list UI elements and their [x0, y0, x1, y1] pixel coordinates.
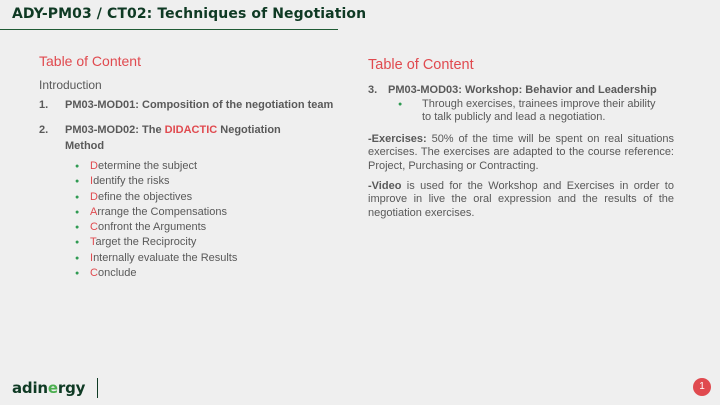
toc-item-3 — [368, 84, 674, 96]
list-item — [65, 220, 339, 235]
toc-item-2 — [39, 122, 339, 154]
adinergy-logo — [12, 379, 85, 397]
step-initial: D — [90, 160, 98, 172]
step-initial: A — [90, 205, 98, 218]
item-number: 1. — [39, 99, 49, 111]
video-text: is used for the Workshop and Exercises in order to improve in live the oral expression and the results of the negotiation exercises. — [368, 180, 674, 219]
item3-bullets — [388, 98, 674, 125]
page-number-badge: 1 — [693, 378, 711, 396]
bullet-icon: ● — [75, 270, 80, 278]
step-rest: efine the objectives — [97, 190, 193, 203]
bullet-icon: ● — [398, 101, 403, 108]
step-rest: etermine the subject — [97, 160, 198, 172]
item-text-prefix: PM03-MOD02: The — [65, 124, 165, 136]
video-label: -Video — [368, 180, 402, 193]
item-text: PM03-MOD03: Workshop: Behavior and Leadership — [388, 84, 657, 96]
item-number: 2. — [39, 124, 49, 136]
bullet-icon: ● — [75, 193, 80, 201]
step-rest: rrange the Compensations — [97, 205, 227, 218]
step-initial: I — [90, 251, 94, 264]
didactic-steps — [65, 159, 339, 281]
list-item — [65, 205, 339, 220]
step-rest: onclude — [97, 267, 137, 280]
left-column — [39, 53, 339, 281]
toc-title-right: Table of Content — [368, 57, 474, 73]
bullet-icon: ● — [75, 208, 80, 216]
item-text — [65, 122, 315, 154]
bullet-icon: ● — [75, 163, 80, 170]
logo-divider — [97, 378, 98, 398]
logo-accent: e — [47, 379, 58, 397]
logo-part: rgy — [57, 379, 86, 397]
video-paragraph — [368, 180, 674, 220]
item-number: 3. — [368, 84, 378, 96]
list-item — [65, 266, 339, 281]
list-item — [65, 190, 339, 205]
bullet-icon: ● — [75, 224, 80, 232]
logo-part: adin — [12, 379, 48, 397]
list-item — [65, 174, 339, 189]
bullet-icon: ● — [75, 254, 80, 262]
list-item — [65, 251, 339, 266]
right-column — [368, 57, 674, 220]
didactic-highlight: DIDACTIC — [164, 124, 218, 136]
title-underline — [0, 29, 338, 30]
step-initial: D — [90, 190, 98, 203]
exercises-label: -Exercises: — [368, 132, 427, 145]
step-rest: dentify the risks — [93, 175, 170, 188]
intro-item: Introduction — [39, 78, 102, 92]
step-initial: T — [90, 236, 96, 249]
item-text: PM03-MOD01: Composition of the negotiation team — [65, 99, 334, 111]
step-rest: nternally evaluate the Results — [93, 251, 238, 264]
toc-title-left: Table of Content — [39, 53, 141, 69]
item-text-suffix: Negotiation Method — [65, 124, 281, 152]
slide-title: ADY-PM03 / CT02: Techniques of Negotiation — [12, 6, 367, 22]
list-item — [388, 98, 674, 125]
bullet-icon: ● — [75, 178, 80, 186]
step-rest: onfront the Arguments — [97, 221, 207, 234]
bullet-icon: ● — [75, 239, 80, 247]
step-initial: I — [90, 175, 94, 188]
exercises-text: 50% of the time will be spent on real situations exercises. The exercises are adapted to the course reference: Project, Purchasing or Contracting. — [368, 132, 674, 172]
exercises-paragraph — [368, 133, 674, 173]
bullet-text: Through exercises, trainees improve their ability to talk publicly and lead a negotiation. — [422, 98, 656, 124]
step-initial: C — [90, 221, 98, 234]
step-rest: arget the Reciprocity — [95, 236, 197, 249]
step-initial: C — [90, 267, 98, 280]
toc-item-1 — [39, 99, 339, 111]
list-item — [65, 235, 339, 250]
list-item — [65, 159, 339, 174]
